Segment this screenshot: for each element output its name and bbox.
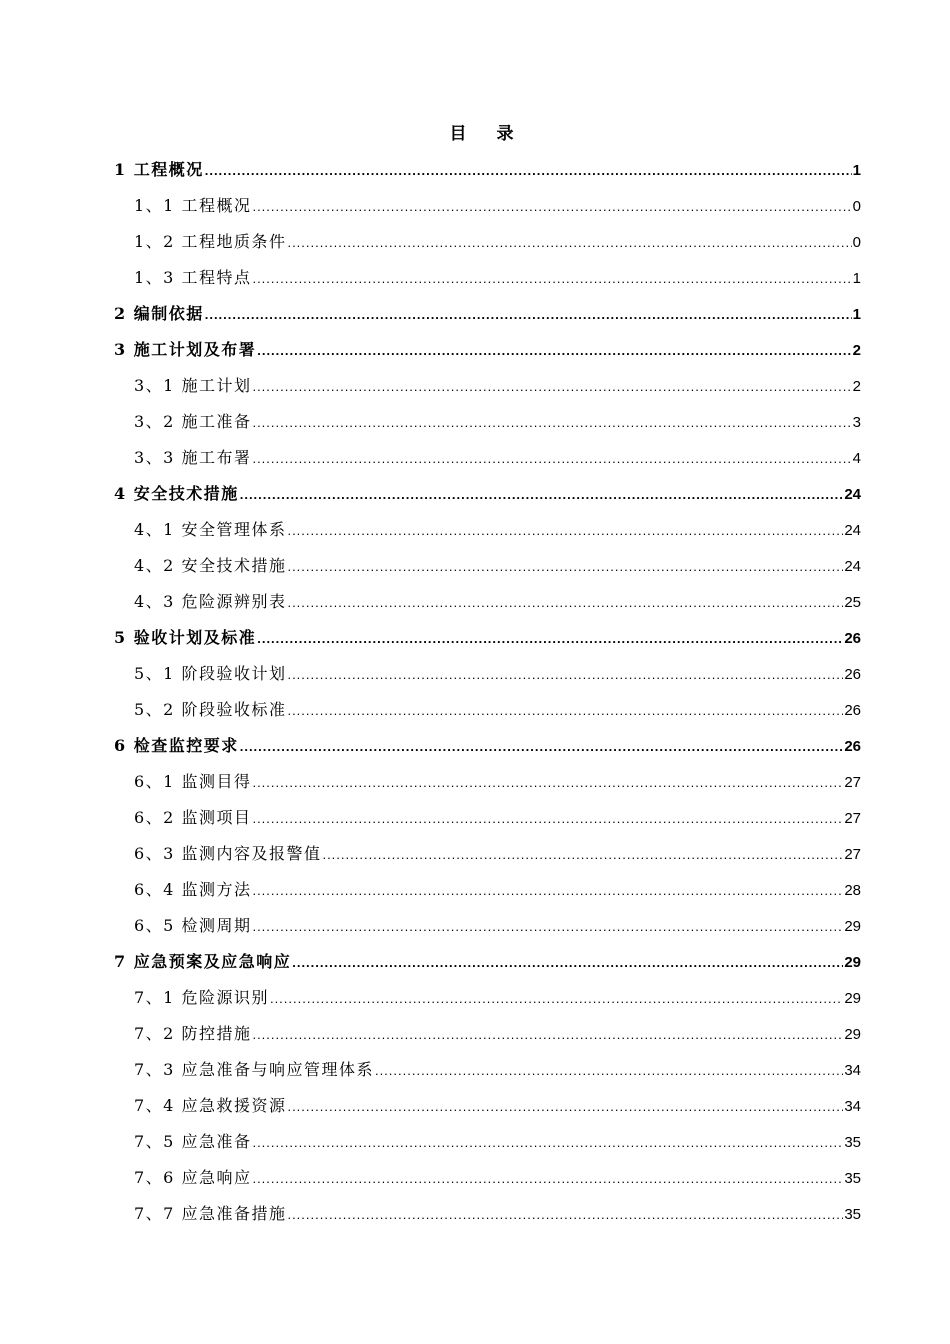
toc-dot-leader — [287, 657, 843, 693]
toc-dot-leader — [252, 1017, 843, 1053]
toc-page-number: 25 — [844, 594, 861, 611]
toc-chapter-entry[interactable] — [114, 296, 861, 332]
toc-dot-leader — [287, 1197, 843, 1233]
toc-section-entry[interactable] — [114, 800, 861, 836]
table-of-contents — [114, 152, 861, 1232]
toc-page-number: 26 — [844, 666, 861, 683]
toc-page-number: 1 — [852, 270, 861, 287]
toc-dot-leader — [287, 225, 851, 261]
toc-section-entry[interactable] — [114, 1196, 861, 1232]
toc-page-number: 24 — [844, 522, 861, 539]
toc-page-number: 24 — [844, 558, 861, 575]
toc-entry-label: 7、7 应急准备措施 — [134, 1204, 287, 1223]
toc-section-entry[interactable] — [114, 440, 861, 476]
toc-page-number: 35 — [844, 1170, 861, 1187]
toc-dot-leader — [252, 261, 851, 297]
toc-section-entry[interactable] — [114, 1124, 861, 1160]
toc-section-entry[interactable] — [114, 224, 861, 260]
toc-dot-leader — [270, 981, 843, 1017]
toc-dot-leader — [322, 837, 843, 873]
toc-page-number: 29 — [844, 990, 861, 1007]
toc-entry-label: 7、1 危险源识别 — [134, 988, 269, 1007]
toc-entry-label: 6、2 监测项目 — [134, 808, 252, 827]
toc-dot-leader — [205, 153, 852, 189]
toc-dot-leader — [257, 333, 851, 369]
toc-section-entry[interactable] — [114, 908, 861, 944]
toc-dot-leader — [257, 621, 843, 657]
toc-entry-label: 7 应急预案及应急响应 — [114, 952, 292, 971]
toc-chapter-entry[interactable] — [114, 620, 861, 656]
toc-dot-leader — [240, 477, 844, 513]
toc-entry-label: 7、3 应急准备与响应管理体系 — [134, 1060, 374, 1079]
toc-dot-leader — [252, 1125, 843, 1161]
toc-dot-leader — [287, 1089, 843, 1125]
toc-dot-leader — [252, 189, 851, 225]
toc-section-entry[interactable] — [114, 836, 861, 872]
toc-page-number: 29 — [844, 1026, 861, 1043]
toc-dot-leader — [252, 873, 843, 909]
toc-section-entry[interactable] — [114, 692, 861, 728]
toc-dot-leader — [287, 513, 843, 549]
toc-dot-leader — [252, 441, 851, 477]
toc-section-entry[interactable] — [114, 1052, 861, 1088]
toc-section-entry[interactable] — [114, 980, 861, 1016]
toc-entry-label: 4、1 安全管理体系 — [134, 520, 287, 539]
toc-entry-label: 1 工程概况 — [114, 160, 204, 179]
toc-page-number: 34 — [844, 1062, 861, 1079]
toc-entry-label: 7、2 防控措施 — [134, 1024, 252, 1043]
toc-section-entry[interactable] — [114, 512, 861, 548]
toc-page-number: 35 — [844, 1206, 861, 1223]
toc-section-entry[interactable] — [114, 404, 861, 440]
toc-section-entry[interactable] — [114, 548, 861, 584]
toc-page-number: 29 — [844, 918, 861, 935]
toc-entry-label: 1、1 工程概况 — [134, 196, 252, 215]
toc-page-number: 27 — [844, 846, 861, 863]
toc-page-number: 0 — [852, 234, 861, 251]
toc-section-entry[interactable] — [114, 584, 861, 620]
toc-entry-label: 6、1 监测目得 — [134, 772, 252, 791]
toc-dot-leader — [252, 801, 843, 837]
toc-section-entry[interactable] — [114, 368, 861, 404]
toc-page-number: 27 — [844, 774, 861, 791]
toc-chapter-entry[interactable] — [114, 476, 861, 512]
toc-section-entry[interactable] — [114, 872, 861, 908]
toc-entry-label: 6、3 监测内容及报警值 — [134, 844, 322, 863]
toc-entry-label: 4 安全技术措施 — [114, 484, 239, 503]
toc-page-number: 24 — [844, 486, 861, 503]
toc-entry-label: 6、5 检测周期 — [134, 916, 252, 935]
toc-dot-leader — [292, 945, 843, 981]
toc-dot-leader — [287, 693, 843, 729]
toc-entry-label: 4、2 安全技术措施 — [134, 556, 287, 575]
toc-page-number: 28 — [844, 882, 861, 899]
toc-entry-label: 5、2 阶段验收标准 — [134, 700, 287, 719]
toc-section-entry[interactable] — [114, 656, 861, 692]
toc-section-entry[interactable] — [114, 188, 861, 224]
toc-page-number: 0 — [852, 198, 861, 215]
toc-entry-label: 7、6 应急响应 — [134, 1168, 252, 1187]
toc-section-entry[interactable] — [114, 1088, 861, 1124]
toc-chapter-entry[interactable] — [114, 332, 861, 368]
toc-title: 目 录 — [449, 124, 526, 144]
toc-dot-leader — [287, 549, 843, 585]
toc-entry-label: 2 编制依据 — [114, 304, 204, 323]
toc-dot-leader — [205, 297, 852, 333]
toc-section-entry[interactable] — [114, 1160, 861, 1196]
toc-entry-label: 1、3 工程特点 — [134, 268, 252, 287]
toc-page-number: 26 — [844, 630, 861, 647]
toc-page-number: 26 — [844, 702, 861, 719]
toc-page-number: 2 — [852, 342, 861, 359]
toc-entry-label: 6、4 监测方法 — [134, 880, 252, 899]
toc-entry-label: 3、2 施工准备 — [134, 412, 252, 431]
toc-entry-label: 3、3 施工布署 — [134, 448, 252, 467]
toc-chapter-entry[interactable] — [114, 944, 861, 980]
toc-page-number: 35 — [844, 1134, 861, 1151]
toc-dot-leader — [252, 369, 851, 405]
toc-page-number: 1 — [852, 162, 861, 179]
toc-page-number: 26 — [844, 738, 861, 755]
toc-page-number: 29 — [844, 954, 861, 971]
toc-entry-label: 7、4 应急救援资源 — [134, 1096, 287, 1115]
toc-entry-label: 3、1 施工计划 — [134, 376, 252, 395]
toc-section-entry[interactable] — [114, 260, 861, 296]
toc-entry-label: 3 施工计划及布署 — [114, 340, 257, 359]
toc-section-entry[interactable] — [114, 764, 861, 800]
toc-entry-label: 1、2 工程地质条件 — [134, 232, 287, 251]
toc-page-number: 1 — [852, 306, 861, 323]
toc-dot-leader — [287, 585, 843, 621]
toc-page-number: 2 — [852, 378, 861, 395]
toc-page-number: 3 — [852, 414, 861, 431]
toc-dot-leader — [375, 1053, 843, 1089]
toc-entry-label: 4、3 危险源辨别表 — [134, 592, 287, 611]
toc-entry-label: 6 检查监控要求 — [114, 736, 239, 755]
toc-page-number: 4 — [852, 450, 861, 467]
toc-dot-leader — [252, 1161, 843, 1197]
toc-dot-leader — [252, 405, 851, 441]
toc-entry-label: 7、5 应急准备 — [134, 1132, 252, 1151]
toc-chapter-entry[interactable] — [114, 152, 861, 188]
toc-dot-leader — [240, 729, 844, 765]
toc-chapter-entry[interactable] — [114, 728, 861, 764]
toc-page-number: 27 — [844, 810, 861, 827]
toc-dot-leader — [252, 909, 843, 945]
toc-entry-label: 5、1 阶段验收计划 — [134, 664, 287, 683]
toc-page-number: 34 — [844, 1098, 861, 1115]
toc-dot-leader — [252, 765, 843, 801]
toc-entry-label: 5 验收计划及标准 — [114, 628, 257, 647]
toc-section-entry[interactable] — [114, 1016, 861, 1052]
